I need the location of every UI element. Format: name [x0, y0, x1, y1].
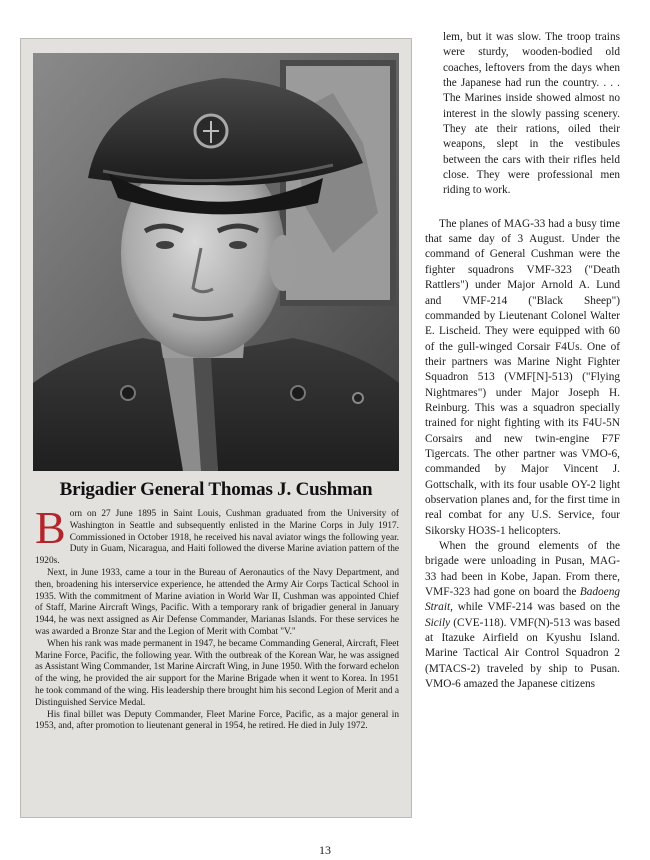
block-quote: lem, but it was slow. The troop trains were sturdy, wooden-bodied old coaches, leftovers from the days when the Japanese had run the country. . . . The Marines inside showed almost no interest in the slowly passing scenery. They ate their rations, oiled their weapons, slept in the vestibules between the cars with their rifles held close. They were professional men riding to work.: [443, 31, 620, 197]
biography-paragraph: [35, 502, 399, 568]
body-paragraph: The planes of MAG-33 had a busy time that same day of 3 August. Under the command of General Cushman were the fighter squadrons VMF-323 ("Death Rattlers") under Major Arnold A. Lund and VMF-214 ("Black Sheep") commanded by Lieutenant Colonel Walter E. Lischeid. They were equipped with 60 of the gull-winged Corsair F4Us. One of their partners was Marine Night Fighter Squadron 513 (VMF[N]-513) ("Flying Nightmares") under Major Joseph H. Reinburg. This was a squadron specially trained for night fighting with its F4U-5N Corsairs and new twin-engine F7F Tigercats. The other partner was VMO-6, commanded by Major Vincent J. Gottschalk, with its four usable OY-2 light observation planes and, for the first time in real combat for any U.S. Service, four Sikorsky HO3S-1 helicopters.: [425, 217, 620, 537]
ship-name: Sicily: [425, 616, 451, 629]
paragraph-text: When the ground elements of the brigade were unloading in Pusan, MAG-33 had been in Kobe, Japan. From there, VMF-323 had gone on board the: [425, 540, 620, 599]
biography-paragraph: Next, in June 1933, came a tour in the Bureau of Aeronautics of the Navy Department, and then, broadening his interservice experience, he attended the Army Air Corps Tactical School in 1935. With the commitment of Marine aviation in World War II, Cushman was appointed Chief of Staff, Marine Aircraft Wings, Pacific. With a temporary rank of brigadier general in January 1944, he was next assigned as Air Defense Commander, Marianas Islands. For these services he was awarded a Bronze Star and the Legion of Merit with Combat "V.": [35, 567, 399, 637]
page-number: 13: [319, 843, 331, 857]
biography-text: [35, 502, 399, 733]
biography-sidebar: [20, 38, 412, 818]
drop-cap: B: [35, 502, 66, 553]
paragraph-text: (CVE-118). VMF(N)-513 was based at Itazuke Airfield on Kyushu Island. Marine Tactical Air Control Squadron 2 (MTACS-2) traveled by ship to Pusan. VMO-6 amazed the Japanese citizens: [425, 616, 620, 691]
biography-paragraph: His final billet was Deputy Commander, Fleet Marine Force, Pacific, as a major general in 1953, and, after promotion to lieutenant general in 1954, he retired. He died in July 1972.: [35, 709, 399, 732]
portrait-photo: [33, 53, 399, 471]
portrait-image: [33, 53, 399, 471]
paragraph-text: orn on 27 June 1895 in Saint Louis, Cushman graduated from the University of Washington in Seattle and subsequently enlisted in the Marine Corps in July 1917. Commissioned in October 1918, he received his naval aviator wings the following year. Duty in Guam, Nicaragua, and Haiti followed the diverse Marine aviation pattern of the 1920s.: [35, 509, 399, 567]
biography-paragraph: When his rank was made permanent in 1947, he became Commanding General, Aircraft, Fleet Marine Force, Pacific, the following year. With the outbreak of the Korean War, he was assigned as Assistant Wing Commander, 1st Marine Aircraft Wing, in June 1950. With the forward echelon of the wing, he provided the air support for the Marine Brigade when it went to Korea. In 1951 he took command of the wing. His leadership there brought him his second Legion of Merit and a Distinguished Service Medal.: [35, 638, 399, 708]
body-paragraph: [425, 539, 620, 692]
main-text-column: [425, 30, 620, 692]
paragraph-text: , while VMF-214 was based on the: [450, 601, 620, 614]
sidebar-title: Brigadier General Thomas J. Cushman: [59, 479, 373, 500]
ship-name: Badoeng Strait: [425, 586, 620, 614]
